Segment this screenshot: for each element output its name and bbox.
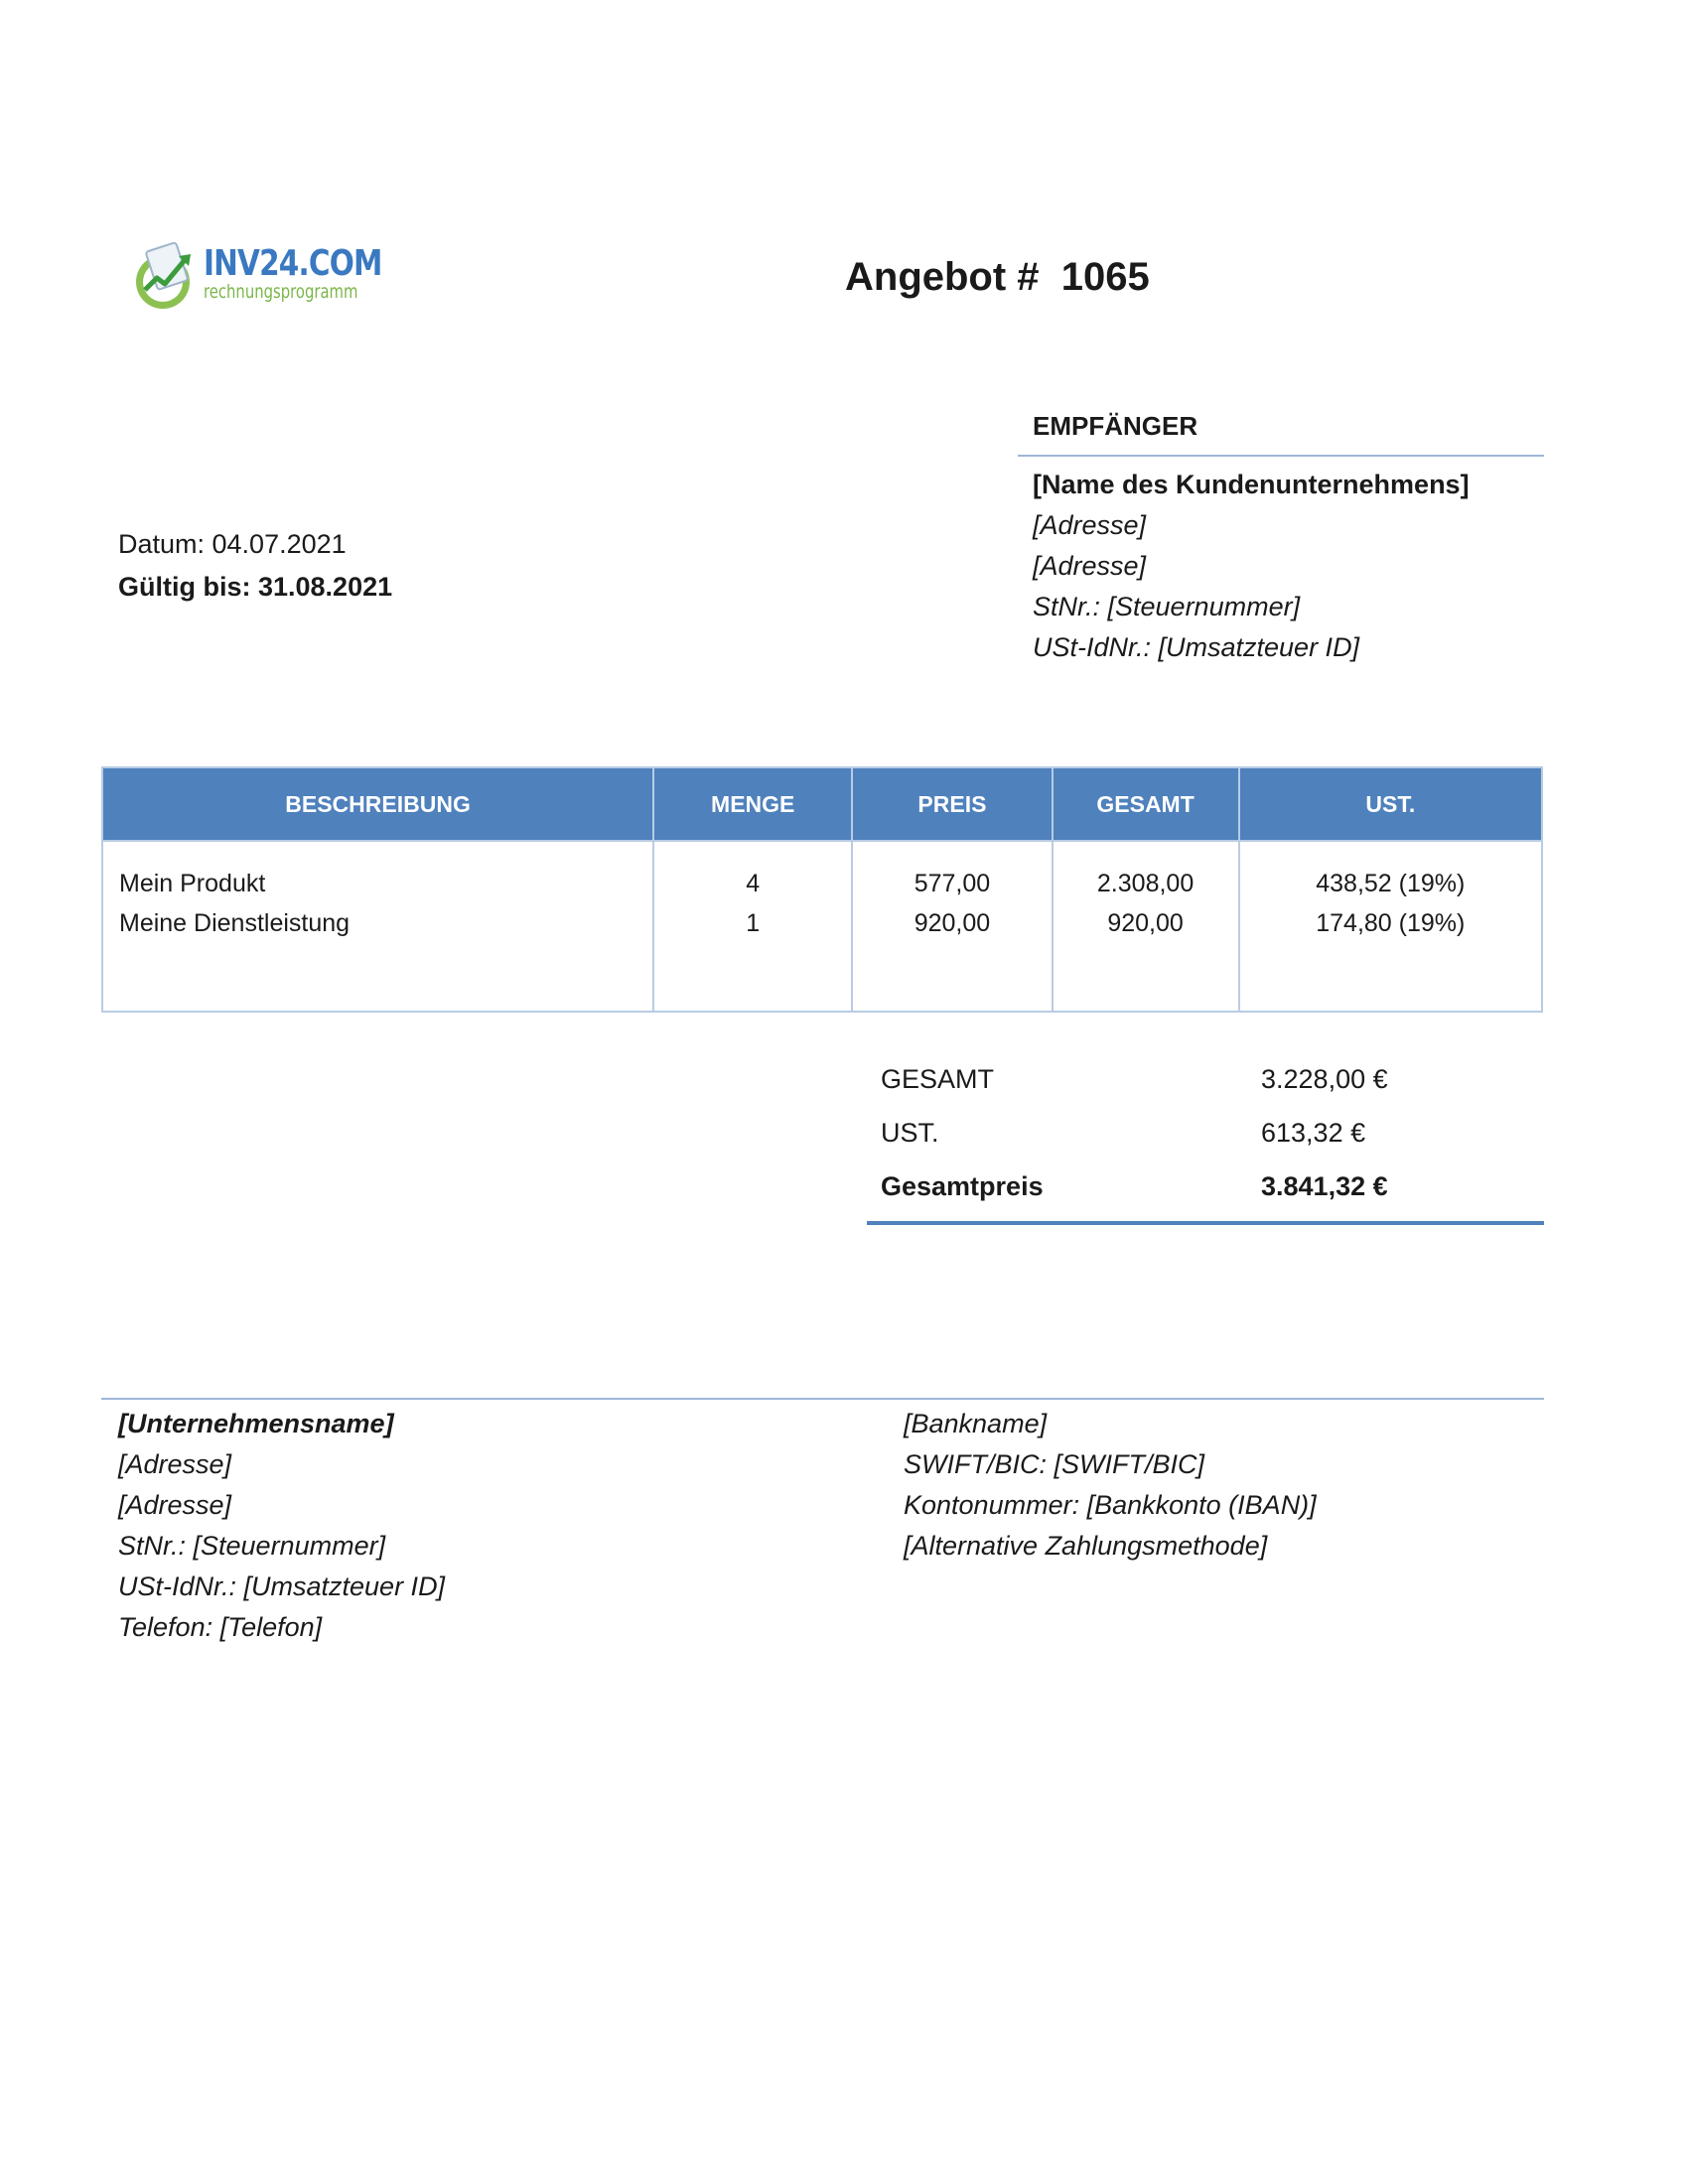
item-price: 920,00 — [914, 909, 991, 937]
recipient-vat-id: USt-IdNr.: [Umsatzteuer ID] — [1033, 632, 1360, 662]
chart-check-icon — [129, 242, 201, 314]
description-cell — [102, 841, 653, 1012]
item-vat: 438,52 (19%) — [1316, 870, 1466, 897]
table-header-row — [102, 767, 1542, 841]
footer-divider — [101, 1398, 1544, 1400]
item-price: 577,00 — [914, 870, 991, 897]
company-info-block — [118, 1404, 445, 1648]
company-address-2: [Adresse] — [118, 1490, 232, 1520]
totals-block — [867, 1054, 1544, 1225]
recipient-address-2: [Adresse] — [1033, 551, 1147, 581]
total-cell — [1053, 841, 1239, 1012]
grand-total-label: Gesamtpreis — [881, 1171, 1044, 1201]
header-total: GESAMT — [1053, 767, 1239, 841]
dates-block — [118, 523, 392, 609]
grand-total-row — [867, 1161, 1544, 1215]
bank-account: Kontonummer: [Bankkonto (IBAN)] — [904, 1490, 1317, 1520]
offer-date: Datum: 04.07.2021 — [118, 529, 347, 559]
table-row — [102, 841, 1542, 1012]
company-address-1: [Adresse] — [118, 1449, 232, 1479]
bank-info-block — [904, 1404, 1317, 1567]
item-quantity: 4 — [746, 870, 761, 897]
grand-total-value: 3.841,32 € — [1261, 1171, 1388, 1201]
document-title: Angebot # 1065 — [845, 255, 1150, 299]
company-tax-number: StNr.: [Steuernummer] — [118, 1531, 386, 1561]
item-vat: 174,80 (19%) — [1316, 909, 1466, 937]
recipient-block — [1033, 465, 1470, 668]
company-logo — [129, 238, 382, 318]
recipient-tax-number: StNr.: [Steuernummer] — [1033, 592, 1301, 621]
company-name: [Unternehmensname] — [118, 1409, 394, 1438]
vat-cell — [1239, 841, 1542, 1012]
subtotal-row — [867, 1054, 1544, 1108]
company-vat-id: USt-IdNr.: [Umsatzteuer ID] — [118, 1571, 446, 1601]
vat-total-label: UST. — [881, 1118, 939, 1148]
item-quantity: 1 — [746, 909, 761, 937]
recipient-divider — [1018, 455, 1544, 457]
company-phone: Telefon: [Telefon] — [118, 1612, 323, 1642]
header-vat: UST. — [1239, 767, 1542, 841]
header-price: PREIS — [852, 767, 1052, 841]
item-description: Mein Produkt — [119, 870, 266, 897]
recipient-company: [Name des Kundenunternehmens] — [1033, 470, 1470, 499]
logo-sub-text: rechnungsprogramm — [204, 281, 358, 303]
recipient-address-1: [Adresse] — [1033, 510, 1147, 540]
vat-total-value: 613,32 € — [1261, 1118, 1366, 1148]
logo-main-text: INV24.COM — [204, 243, 382, 284]
item-total: 920,00 — [1107, 909, 1184, 937]
valid-until: Gültig bis: 31.08.2021 — [118, 572, 393, 602]
price-cell — [852, 841, 1052, 1012]
header-description: BESCHREIBUNG — [102, 767, 653, 841]
alternative-payment: [Alternative Zahlungsmethode] — [904, 1531, 1268, 1561]
item-total: 2.308,00 — [1096, 870, 1195, 897]
quantity-cell — [653, 841, 852, 1012]
grand-total-underline — [867, 1221, 1544, 1225]
subtotal-value: 3.228,00 € — [1261, 1064, 1388, 1094]
subtotal-label: GESAMT — [881, 1064, 995, 1094]
bank-name: [Bankname] — [904, 1409, 1048, 1438]
item-description: Meine Dienstleistung — [119, 909, 351, 937]
header-quantity: MENGE — [653, 767, 852, 841]
vat-total-row — [867, 1108, 1544, 1161]
recipient-heading: EMPFÄNGER — [1033, 411, 1198, 441]
bank-swift: SWIFT/BIC: [SWIFT/BIC] — [904, 1449, 1204, 1479]
items-table — [101, 766, 1543, 1013]
